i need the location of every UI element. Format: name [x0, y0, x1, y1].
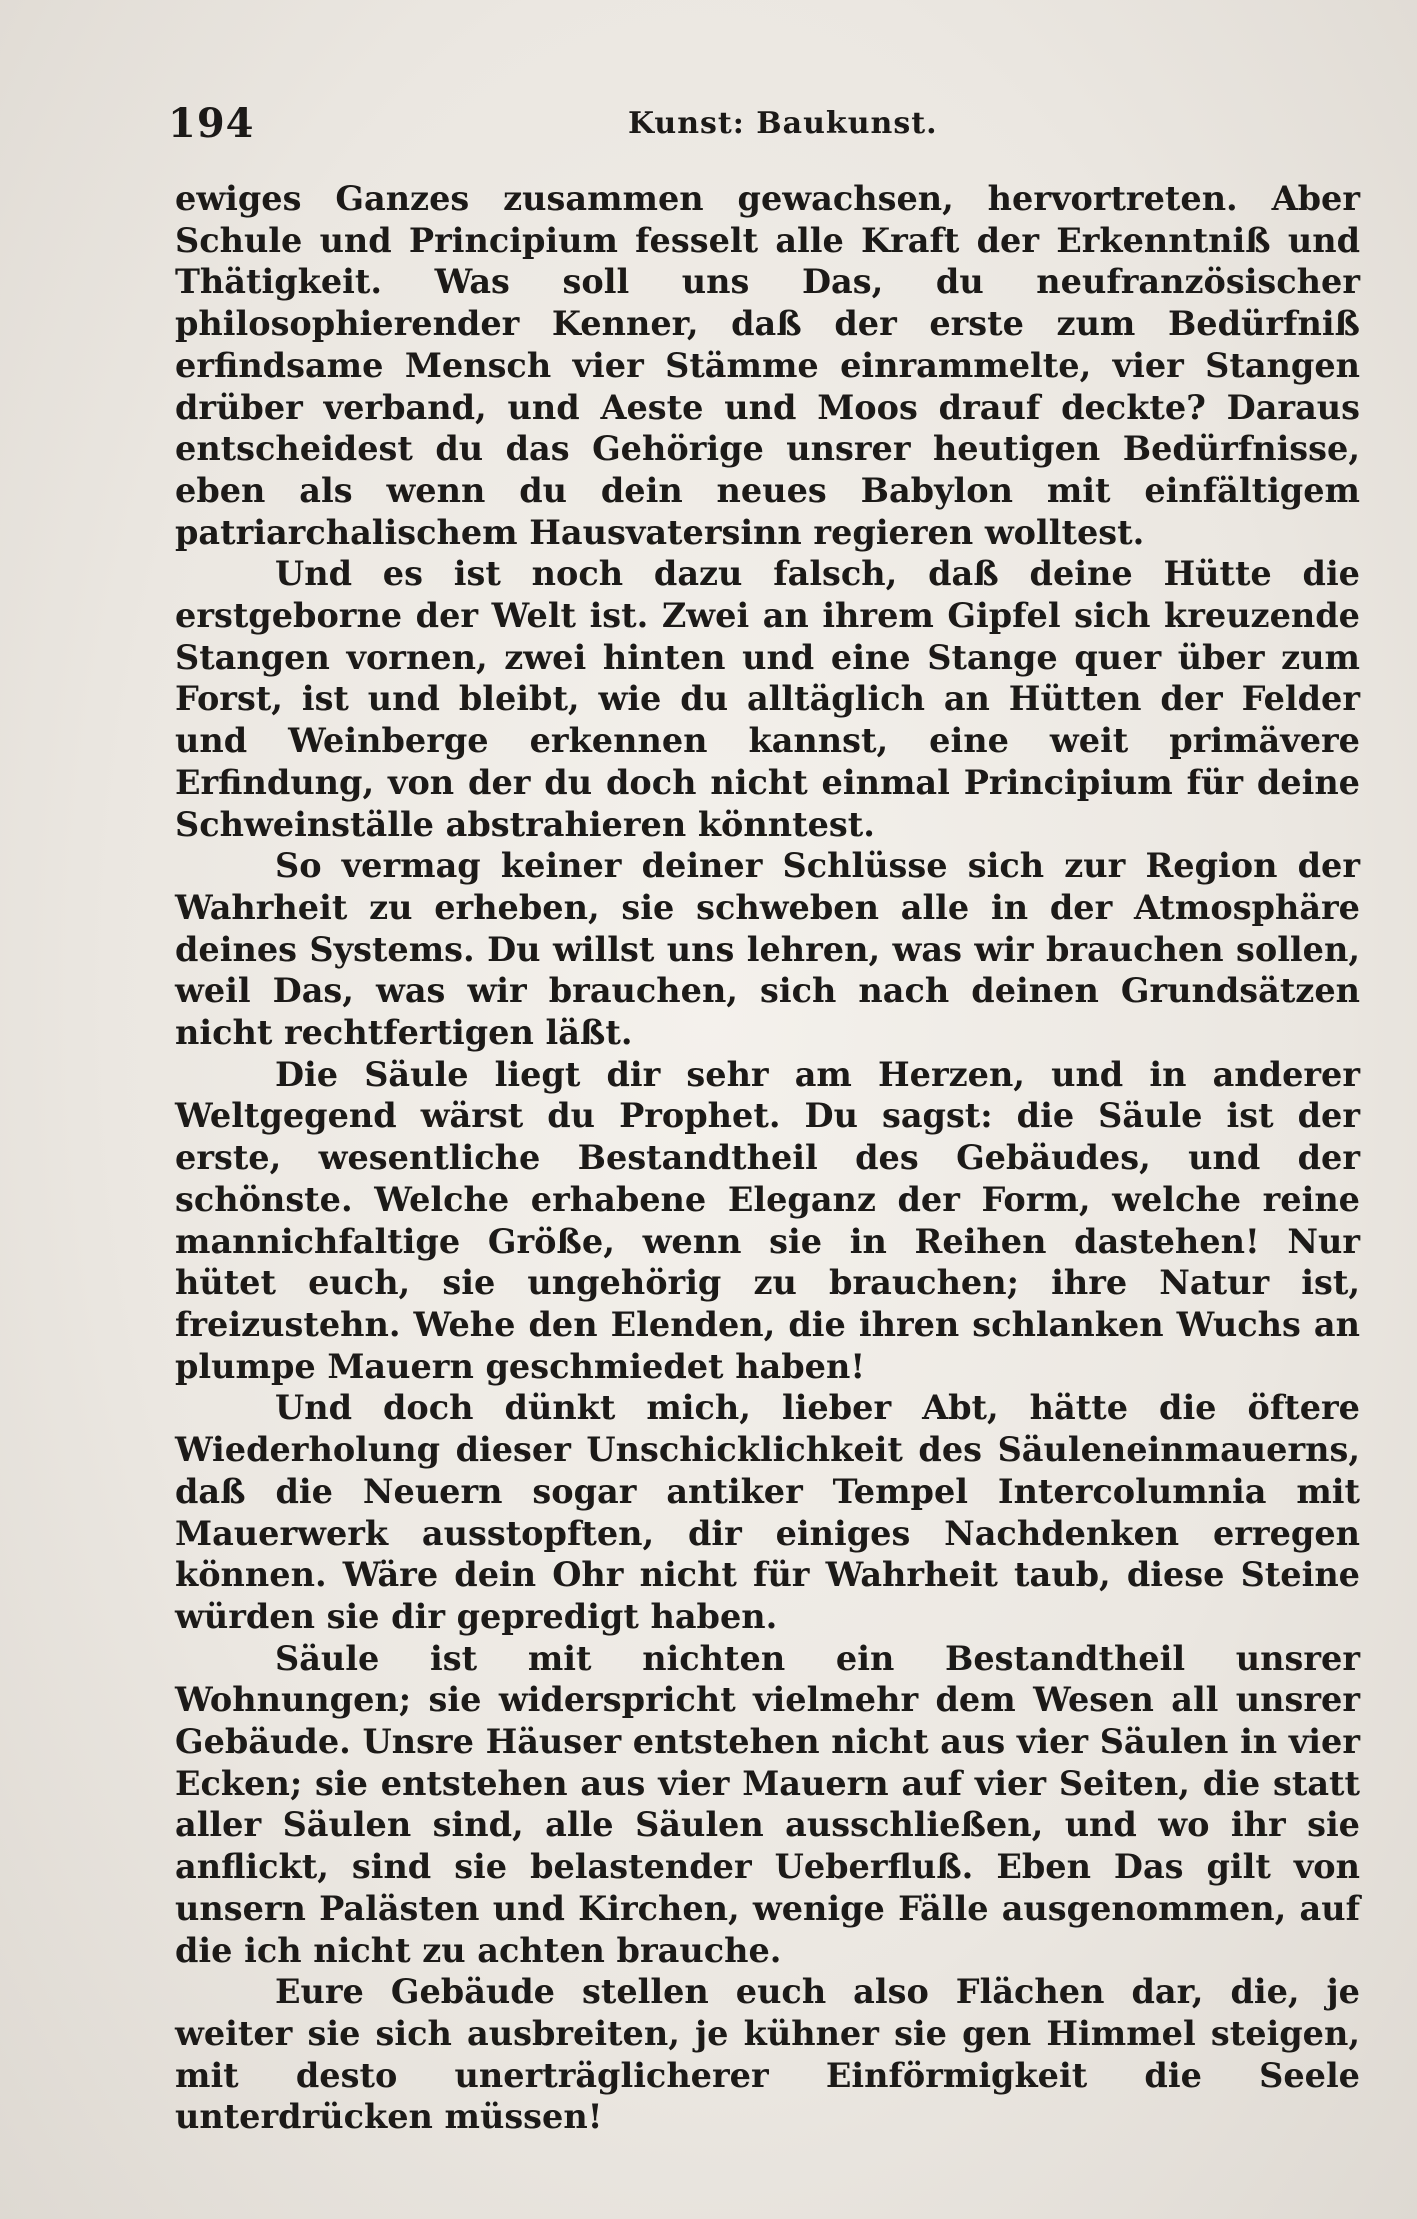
paragraph: Säule ist mit nichten ein Bestandtheil unsrer Wohnungen; sie widerspricht vielmehr dem Wesen all unsrer Gebäude. Unsre Häuser entstehen nicht aus vier Säulen in vier Ecken; sie entstehen aus vier Mauern auf vier Seiten, die statt aller Säulen sind, alle Säulen ausschließen, und wo ihr sie anflickt, sind sie belastender Ueberfluß. Eben Das gilt von unsern Palästen und Kirchen, wenige Fälle ausgenommen, auf die ich nicht zu achten brauche.	[175, 1638, 1360, 1970]
paragraph-continued: ewiges Ganzes zusammen gewachsen, hervortreten. Aber Schule und Principium fesselt alle Kraft der Erkenntniß und Thätigkeit. Was soll uns Das, du neufranzösischer philosophierender Kenner, daß der erste zum Bedürfniß erfindsame Mensch vier Stämme einrammelte, vier Stangen drüber verband, und Aeste und Moos drauf deckte? Daraus entscheidest du das Gehörige unsrer heutigen Bedürfnisse, eben als wenn du dein neues Babylon mit einfältigem patriarchalischem Hausvatersinn regieren wolltest.	[175, 179, 1360, 552]
paragraph: Die Säule liegt dir sehr am Herzen, und in anderer Weltgegend wärst du Prophet. Du sagst: die Säule ist der erste, wesentliche Bestandtheil des Gebäudes, und der schönste. Welche erhabene Eleganz der Form, welche reine mannichfaltige Größe, wenn sie in Reihen dastehen! Nur hütet euch, sie ungehörig zu brauchen; ihre Natur ist, freizustehn. Wehe den Elenden, die ihren schlanken Wuchs an plumpe Mauern geschmiedet haben!	[175, 1054, 1360, 1386]
running-head: Kunst: Baukunst.	[628, 106, 938, 141]
paragraph: So vermag keiner deiner Schlüsse sich zur Region der Wahrheit zu erheben, sie schweben alle in der Atmosphäre deines Systems. Du willst uns lehren, was wir brauchen sollen, weil Das, was wir brauchen, sich nach deinen Grundsätzen nicht rechtfertigen läßt.	[175, 846, 1360, 1053]
paragraph: Und es ist noch dazu falsch, daß deine Hütte die erstgeborne der Welt ist. Zwei an ihrem Gipfel sich kreuzende Stangen vornen, zwei hinten und eine Stange quer über zum Forst, ist und bleibt, wie du alltäglich an Hütten der Felder und Weinberge erkennen kannst, eine weit primävere Erfindung, von der du doch nicht einmal Principium für deine Schweinställe abstrahieren könntest.	[175, 554, 1360, 844]
body-text	[175, 178, 1360, 2138]
page-header	[168, 100, 1363, 150]
page-number: 194	[168, 100, 255, 147]
paragraph: Und doch dünkt mich, lieber Abt, hätte die öftere Wiederholung dieser Unschicklichkeit des Säuleneinmauerns, daß die Neuern sogar antiker Tempel Intercolumnia mit Mauerwerk ausstopften, dir einiges Nachdenken erregen können. Wäre dein Ohr nicht für Wahrheit taub, diese Steine würden sie dir gepredigt haben.	[175, 1388, 1360, 1636]
paragraph: Eure Gebäude stellen euch also Flächen dar, die, je weiter sie sich ausbreiten, je kühner sie gen Himmel steigen, mit desto unerträglicherer Einförmigkeit die Seele unterdrücken müssen!	[175, 1972, 1360, 2137]
